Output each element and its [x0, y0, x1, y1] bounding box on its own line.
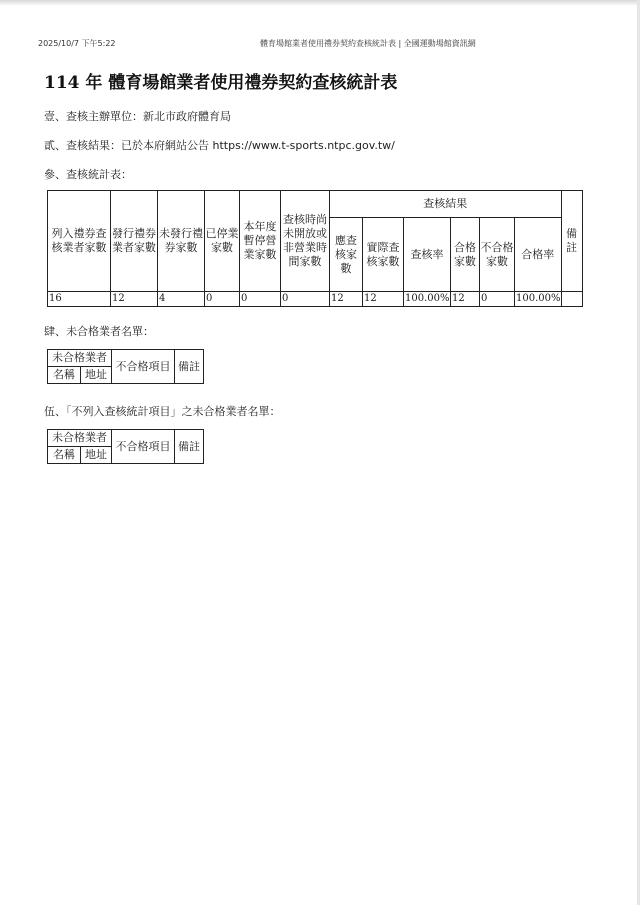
section-organizer: 壹、查核主辦單位：新北市政府體育局 [44, 110, 231, 123]
fail-address-header: 地址 [81, 367, 112, 384]
scan-edge [0, 0, 640, 6]
header-not-open: 查核時尚未開放或非營業時間家數 [281, 191, 330, 292]
excluded-vendor-table [47, 429, 204, 464]
fail-name-header: 名稱 [48, 367, 81, 384]
print-doc-title: 體育場館業者使用禮券契約查核統計表 | 全國運動場館資訊網 [260, 39, 476, 48]
value-actual-check: 12 [363, 292, 404, 307]
header-fail-count: 不合格家數 [480, 218, 515, 292]
header-listed: 列入禮券查核業者家數 [48, 191, 111, 292]
page-title: 114 年 體育場館業者使用禮券契約查核統計表 [44, 73, 398, 93]
value-not-open: 0 [281, 292, 330, 307]
header-paused: 本年度暫停營業家數 [240, 191, 281, 292]
fail-vendor-table [47, 349, 204, 384]
value-remarks [561, 292, 582, 307]
value-check-rate: 100.00% [404, 292, 451, 307]
stats-header-row-1 [48, 191, 583, 218]
excluded-name-header: 名稱 [48, 447, 81, 464]
section-fail-list: 肆、未合格業者名單： [44, 325, 154, 338]
header-pass-count: 合格家數 [451, 218, 480, 292]
header-check-rate: 查核率 [404, 218, 451, 292]
value-not-issued: 4 [158, 292, 205, 307]
value-pass-rate: 100.00% [515, 292, 562, 307]
value-closed: 0 [205, 292, 240, 307]
excluded-items-header: 不合格項目 [112, 430, 175, 464]
header-issued: 發行禮券業者家數 [111, 191, 158, 292]
header-should-check: 應查核家數 [330, 218, 363, 292]
value-paused: 0 [240, 292, 281, 307]
section-result: 貳、查核結果：已於本府網站公告 https://www.t-sports.ntpc.gov.tw/ [44, 139, 395, 152]
section-stats-heading: 參、查核統計表： [44, 168, 132, 181]
stats-table [47, 190, 583, 307]
header-actual-check: 實際查核家數 [363, 218, 404, 292]
header-closed: 已停業家數 [205, 191, 240, 292]
header-pass-rate: 合格率 [515, 218, 562, 292]
fail-remarks-header: 備註 [175, 350, 204, 384]
excluded-group-header: 未合格業者 [48, 430, 112, 447]
value-should-check: 12 [330, 292, 363, 307]
value-issued: 12 [111, 292, 158, 307]
print-datetime: 2025/10/7 下午5:22 [38, 39, 116, 48]
section-excluded-list: 伍、「不列入查核統計項目」之未合格業者名單： [44, 405, 281, 418]
table-row [48, 292, 583, 307]
excluded-address-header: 地址 [81, 447, 112, 464]
header-result-group: 查核結果 [330, 191, 562, 218]
header-remarks: 備註 [561, 191, 582, 292]
value-pass-count: 12 [451, 292, 480, 307]
fail-items-header: 不合格項目 [112, 350, 175, 384]
fail-group-header: 未合格業者 [48, 350, 112, 367]
value-fail-count: 0 [480, 292, 515, 307]
header-not-issued: 未發行禮券家數 [158, 191, 205, 292]
excluded-remarks-header: 備註 [175, 430, 204, 464]
table-row [48, 430, 204, 447]
value-listed: 16 [48, 292, 111, 307]
table-row [48, 350, 204, 367]
